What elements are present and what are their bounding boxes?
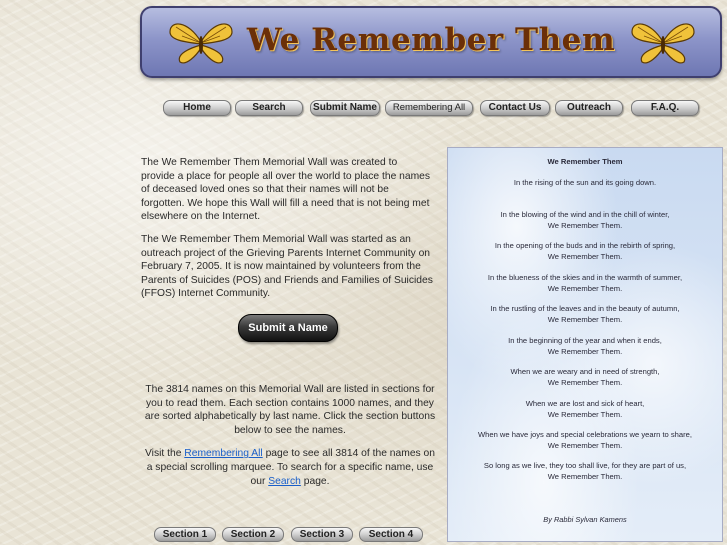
site-title: We Remember Them — [246, 22, 616, 58]
poem-title: We Remember Them — [547, 157, 623, 166]
submit-a-name-button[interactable]: Submit a Name — [238, 314, 338, 342]
nav-submit-name[interactable]: Submit Name — [310, 100, 380, 116]
nav-home[interactable]: Home — [163, 100, 231, 116]
intro-text — [141, 156, 433, 310]
poem-stanza: In the beginning of the year and when it ends, We Remember Them. — [508, 336, 662, 356]
poem-stanza: When we are weary and in need of strength, We Remember Them. — [510, 367, 660, 387]
remembering-all-link[interactable]: Remembering All — [184, 448, 263, 460]
poem-stanza: In the rustling of the leaves and in the beauty of autumn, We Remember Them. — [490, 304, 680, 324]
sections-paragraph: The 3814 names on this Memorial Wall are listed in sections for you to read them. Each section contains 1000 names, and they are sorted alphabetically by last name. Click the section buttons below to see the names. — [144, 384, 436, 436]
nav-faq[interactable]: F.A.Q. — [631, 100, 699, 116]
remembering-paragraph: Visit the Remembering All page to see all 3814 of the names on a special scrolling marquee. To search for a specific name, use our Search page. — [144, 448, 436, 487]
poem-stanza: So long as we live, they too shall live, for they are part of us, We Remember Them. — [483, 461, 687, 481]
poem-stanza: In the opening of the buds and in the rebirth of spring, We Remember Them. — [494, 241, 676, 261]
poem-panel — [447, 147, 723, 542]
intro-paragraph-2: The We Remember Them Memorial Wall was started as an outreach project of the Grieving Parents Internet Community on February 7, 2005. It is now maintained by volunteers from the Parents of Suicides (POS) and Friends and Families of Suicides (FFOS) Internet Community. — [141, 233, 433, 300]
poem-author: By Rabbi Sylvan Kamens — [543, 515, 627, 524]
main-nav — [0, 100, 727, 118]
poem-stanza: In the blowing of the wind and in the chill of winter, We Remember Them. — [500, 210, 670, 230]
nav-outreach[interactable]: Outreach — [555, 100, 623, 116]
poem-stanza: In the rising of the sun and its going down. — [513, 178, 657, 187]
section-2-button[interactable]: Section 2 — [222, 527, 284, 542]
section-1-button[interactable]: Section 1 — [154, 527, 216, 542]
nav-search[interactable]: Search — [235, 100, 303, 116]
search-link[interactable]: Search — [268, 475, 301, 487]
butterfly-icon — [628, 18, 698, 66]
poem-stanza: When we are lost and sick of heart, We Remember Them. — [525, 399, 645, 419]
nav-contact-us[interactable]: Contact Us — [480, 100, 550, 116]
section-4-button[interactable]: Section 4 — [359, 527, 423, 542]
nav-remembering-all[interactable]: Remembering All — [385, 100, 473, 116]
poem-stanza: In the blueness of the skies and in the warmth of summer, We Remember Them. — [487, 273, 683, 293]
sections-info — [141, 383, 439, 498]
section-3-button[interactable]: Section 3 — [291, 527, 353, 542]
poem-stanza: When we have joys and special celebrations we yearn to share, We Remember Them. — [477, 430, 692, 450]
header-banner — [140, 6, 722, 78]
intro-paragraph-1: The We Remember Them Memorial Wall was created to provide a place for people all over the world to place the names of deceased loved ones so that their names will not be forgotten. We hope this Wall will fill a need that is not being met elsewhere on the Internet. — [141, 157, 431, 223]
